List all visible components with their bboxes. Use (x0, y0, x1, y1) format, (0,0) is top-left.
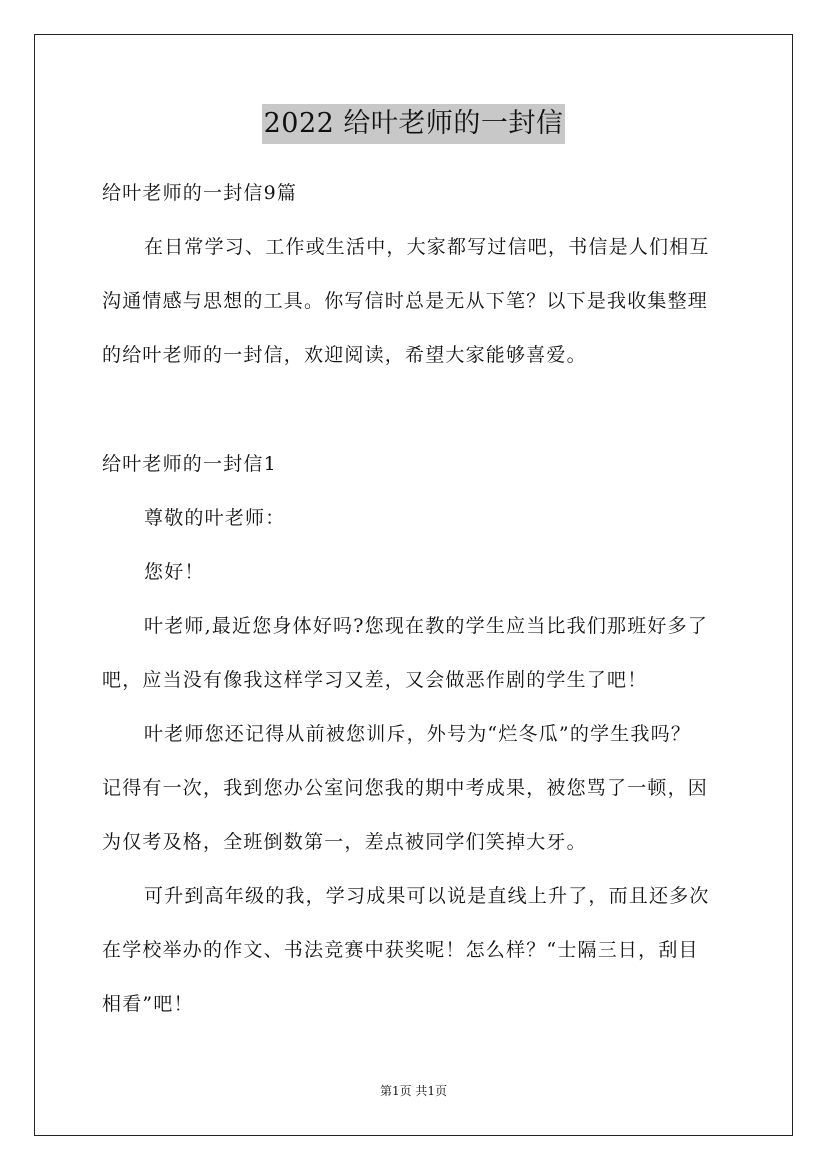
title-container (0, 104, 827, 144)
paragraph-line: 吧，应当没有像我这样学习又差，又会做恶作剧的学生了吧！ (102, 669, 648, 691)
section-heading: 给叶老师的一封信1 (102, 453, 277, 475)
intro-section (102, 166, 728, 382)
subtitle: 给叶老师的一封信9篇 (102, 182, 298, 204)
paragraph-line: 叶老师,最近您身体好吗?您现在教的学生应当比我们那班好多了 (144, 615, 709, 637)
paragraph-line: 的给叶老师的一封信，欢迎阅读，希望大家能够喜爱。 (102, 344, 587, 366)
paragraph-line: 可升到高年级的我，学习成果可以说是直线上升了，而且还多次 (144, 885, 710, 907)
salutation: 尊敬的叶老师： (144, 507, 286, 529)
paragraph-line: 在日常学习、工作或生活中，大家都写过信吧，书信是人们相互 (144, 236, 710, 258)
letter-section (102, 437, 728, 1031)
paragraph-line: 记得有一次，我到您办公室问您我的期中考成果，被您骂了一顿，因 (102, 777, 709, 799)
paragraph-line: 叶老师您还记得从前被您训斥，外号为“烂冬瓜”的学生我吗？ (144, 723, 692, 745)
greeting: 您好！ (144, 561, 205, 583)
document-title: 2022 给叶老师的一封信 (262, 104, 566, 144)
paragraph-line: 相看”吧！ (102, 993, 194, 1015)
paragraph-line: 为仅考及格，全班倒数第一，差点被同学们笑掉大牙。 (102, 831, 587, 853)
paragraph-line: 在学校举办的作文、书法竞赛中获奖呢！怎么样？“士隔三日，刮目 (102, 939, 699, 961)
page-number-footer: 第1页 共1页 (379, 1084, 448, 1098)
paragraph-line: 沟通情感与思想的工具。你写信时总是无从下笔？以下是我收集整理 (102, 290, 709, 312)
